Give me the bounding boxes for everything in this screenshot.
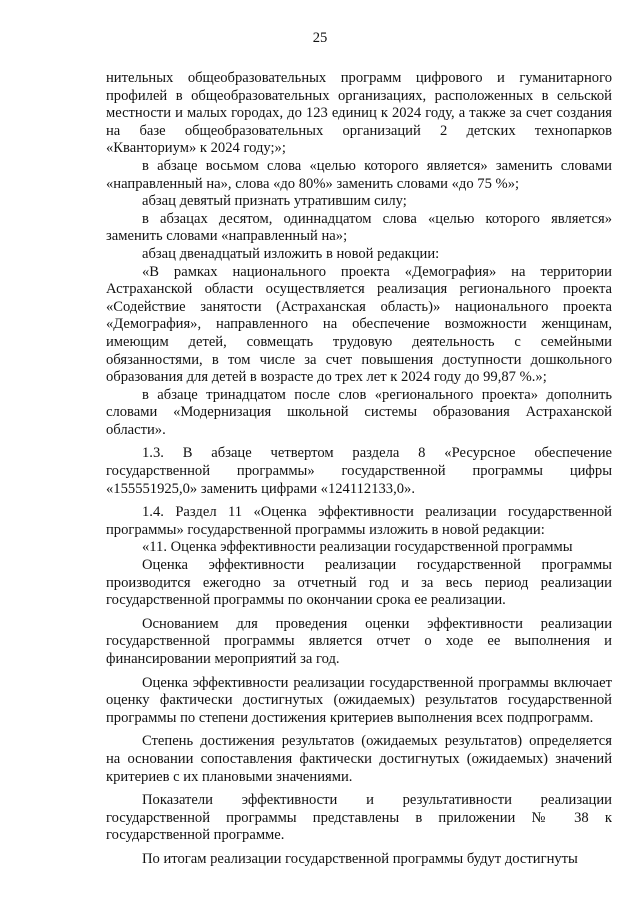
section-heading: «11. Оценка эффективности реализации государственной программы: [142, 539, 573, 556]
paragraph-7: в абзаце тринадцатом после слов «регионального проекта» дополнить словами «Модернизация школьной системы образования Астраханской области».: [106, 386, 612, 438]
document-body: [106, 70, 612, 869]
paragraph-8: 1.3. В абзаце четвертом раздела 8 «Ресурсное обеспечение государственной программы» государственной программы цифры «155551925,0» заменить цифрами «124112133,0».: [106, 445, 612, 497]
paragraph-3: абзац девятый признать утратившим силу;: [142, 193, 407, 210]
paragraph-12: Основанием для проведения оценки эффективности реализации государственной программы является отчет о ходе ее выполнения и финансировании мероприятий за год.: [106, 615, 612, 667]
paragraph-6: «В рамках национального проекта «Демография» на территории Астраханской области осуществляется реализация регионального проекта «Содействие занятости (Астраханская область)» национального проекта «Демография», направленного на обеспечение возможности женщинам, имеющим детей, совмещать трудовую деятельность с семейными обязанностями, в том числе за счет повышения доступности дошкольного образования для детей в возрасте до трех лет к 2024 году до 99,87 %.»;: [106, 263, 612, 386]
paragraph-1: нительных общеобразовательных программ цифрового и гуманитарного профилей в общеобразовательных организациях, расположенных в сельской местности и малых городах, до 123 единиц к 2024 году, а также за счет создания на базе общеобразовательных организаций 2 детских технопарков «Кванториум» к 2024 году;»;: [106, 70, 612, 157]
paragraph-11: Оценка эффективности реализации государственной программы производится ежегодно за отчетный год и за весь период реализации государственной программы по окончании срока ее реализации.: [106, 557, 612, 609]
page-number: 25: [312, 30, 328, 46]
paragraph-2: в абзаце восьмом слова «целью которого является» заменить словами «направленный на», слова «до 80%» заменить словами «до 75 %»;: [106, 157, 612, 192]
paragraph-14: Степень достижения результатов (ожидаемых результатов) определяется на основании сопоставления фактически достигнутых (ожидаемых) значений критериев с их плановыми значениями.: [106, 733, 612, 785]
paragraph-9: 1.4. Раздел 11 «Оценка эффективности реализации государственной программы» государственной программы изложить в новой редакции:: [106, 504, 612, 538]
paragraph-4: в абзацах десятом, одиннадцатом слова «целью которого является» заменить словами «направленный на»;: [106, 210, 612, 245]
paragraph-16: По итогам реализации государственной программы будут достигнуты: [142, 850, 578, 867]
paragraph-5: абзац двенадцатый изложить в новой редакции:: [142, 245, 440, 262]
paragraph-13: Оценка эффективности реализации государственной программы включает оценку фактически достигнутых (ожидаемых) результатов государственной программы по степени достижения критериев выполнения всех подпрограмм.: [106, 674, 612, 726]
paragraph-15: Показатели эффективности и результативности реализации государственной программы представлены в приложении № 38 к государственной программе.: [106, 792, 612, 844]
